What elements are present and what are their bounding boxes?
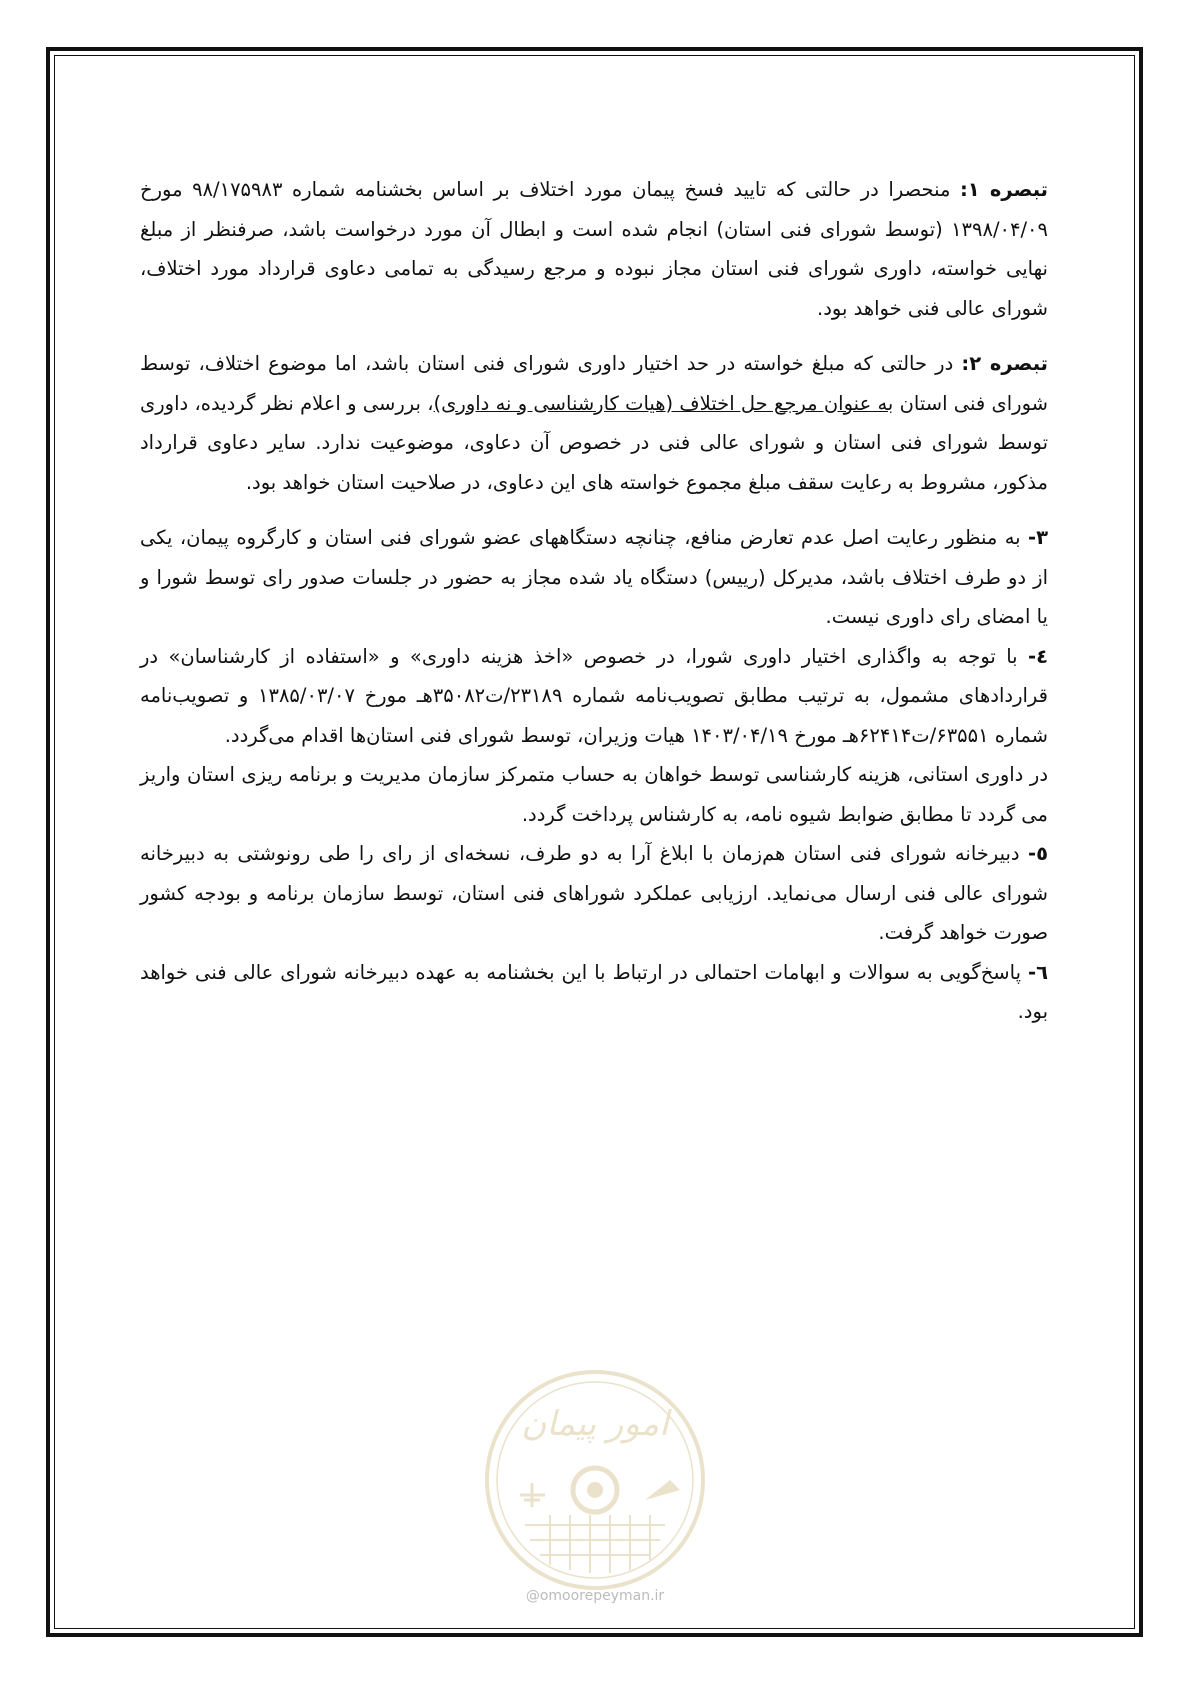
item-4-extra: در داوری استانی، هزینه کارشناسی توسط خواهان به حساب متمرکز سازمان مدیریت و برنامه ریزی استان واریز می گردد تا مطابق ضوابط شیوه نامه، به کارشناس پرداخت گردد. [140, 763, 1048, 826]
note-1-label: تبصره ۱: [959, 178, 1048, 201]
note-2-underlined: به عنوان مرجع حل اختلاف (هیات کارشناسی و نه داوری) [433, 391, 894, 415]
item-6-label: ٦- [1028, 960, 1048, 984]
item-6-text: پاسخ‌گویی به سوالات و ابهامات احتمالی در ارتباط با این بخشنامه به عهده دبیرخانه شورای عالی فنی خواهد بود. [140, 960, 1048, 1023]
item-5-label: ٥- [1028, 842, 1048, 865]
note-2-text-b: ، بررسی و اعلام نظر گردیده، داوری توسط شورای فنی استان و شورای عالی فنی در خصوص آن دعاوی، موضوعیت ندارد. سایر دعاوی قرارداد مذکور، مشروط به رعایت سقف مبلغ مجموع خواسته های این دعاوی، در صلاحیت استان خواهد بود. [140, 391, 1048, 494]
item-4 [140, 637, 1048, 756]
document-body [140, 170, 1048, 1032]
note-2-label: تبصره ۲: [961, 352, 1048, 375]
item-4-text: با توجه به واگذاری اختیار داوری شورا، در خصوص «اخذ هزینه داوری» و «استفاده از کارشناسان» در قراردادهای مشمول، به ترتیب مطابق تصویب‌نامه شماره ۲۳۱۸۹/ت۳۵۰۸۲هـ مورخ ۱۳۸۵/۰۳/۰۷ و تصویب‌نامه شماره ۶۳۵۵۱/ت۶۲۴۱۴هـ مورخ ۱۴۰۳/۰۴/۱۹ هیات وزیران، توسط شورای فنی استان‌ها اقدام می‌گردد. [140, 644, 1048, 747]
item-5 [140, 834, 1048, 953]
watermark-url: @omoorepeyman.ir [525, 1588, 665, 1604]
note-1 [140, 170, 1048, 328]
note-2 [140, 344, 1048, 502]
item-3-label: ۳- [1028, 526, 1048, 549]
item-3 [140, 518, 1048, 637]
item-3-text: به منظور رعایت اصل عدم تعارض منافع، چنانچه دستگاههای عضو شورای فنی استان و کارگروه پیمان، یکی از دو طرف اختلاف باشد، مدیرکل (رییس) دستگاه یاد شده مجاز به حضور در جلسات صدور رای توسط شورا و یا امضای رای داوری نیست. [140, 526, 1048, 628]
item-4-label: ٤- [1028, 644, 1048, 668]
item-6 [140, 953, 1048, 1032]
note-2-text-a: در حالتی که مبلغ خواسته در حد اختیار داوری شورای فنی استان باشد، اما موضوع اختلاف، توسط شورای فنی استان [140, 352, 1049, 415]
item-5-text: دبیرخانه شورای فنی استان هم‌زمان با ابلاغ آرا به دو طرف، نسخه‌ای از رای را طی رونوشتی به دبیرخانه شورای عالی فنی ارسال می‌نماید. ارزیابی عملکرد شوراهای فنی استان، توسط سازمان برنامه و بودجه کشور صورت خواهد گرفت. [140, 842, 1048, 944]
note-1-text: منحصرا در حالتی که تایید فسخ پیمان مورد اختلاف بر اساس بخشنامه شماره ۹۸/۱۷۵۹۸۳ مورخ ۱۳۹۸/۰۴/۰۹ (توسط شورای فنی استان) انجام شده است و ابطال آن مورد درخواست باشد، صرفنظر از مبلغ نهایی خواسته، داوری شورای فنی استان مجاز نبوده و مرجع رسیدگی به تمامی دعاوی قرارداد مورد اختلاف، شورای عالی فنی خواهد بود. [140, 178, 1048, 320]
watermark-logo [480, 1365, 710, 1595]
watermark-logo-text: امور پیمان [521, 1404, 669, 1444]
